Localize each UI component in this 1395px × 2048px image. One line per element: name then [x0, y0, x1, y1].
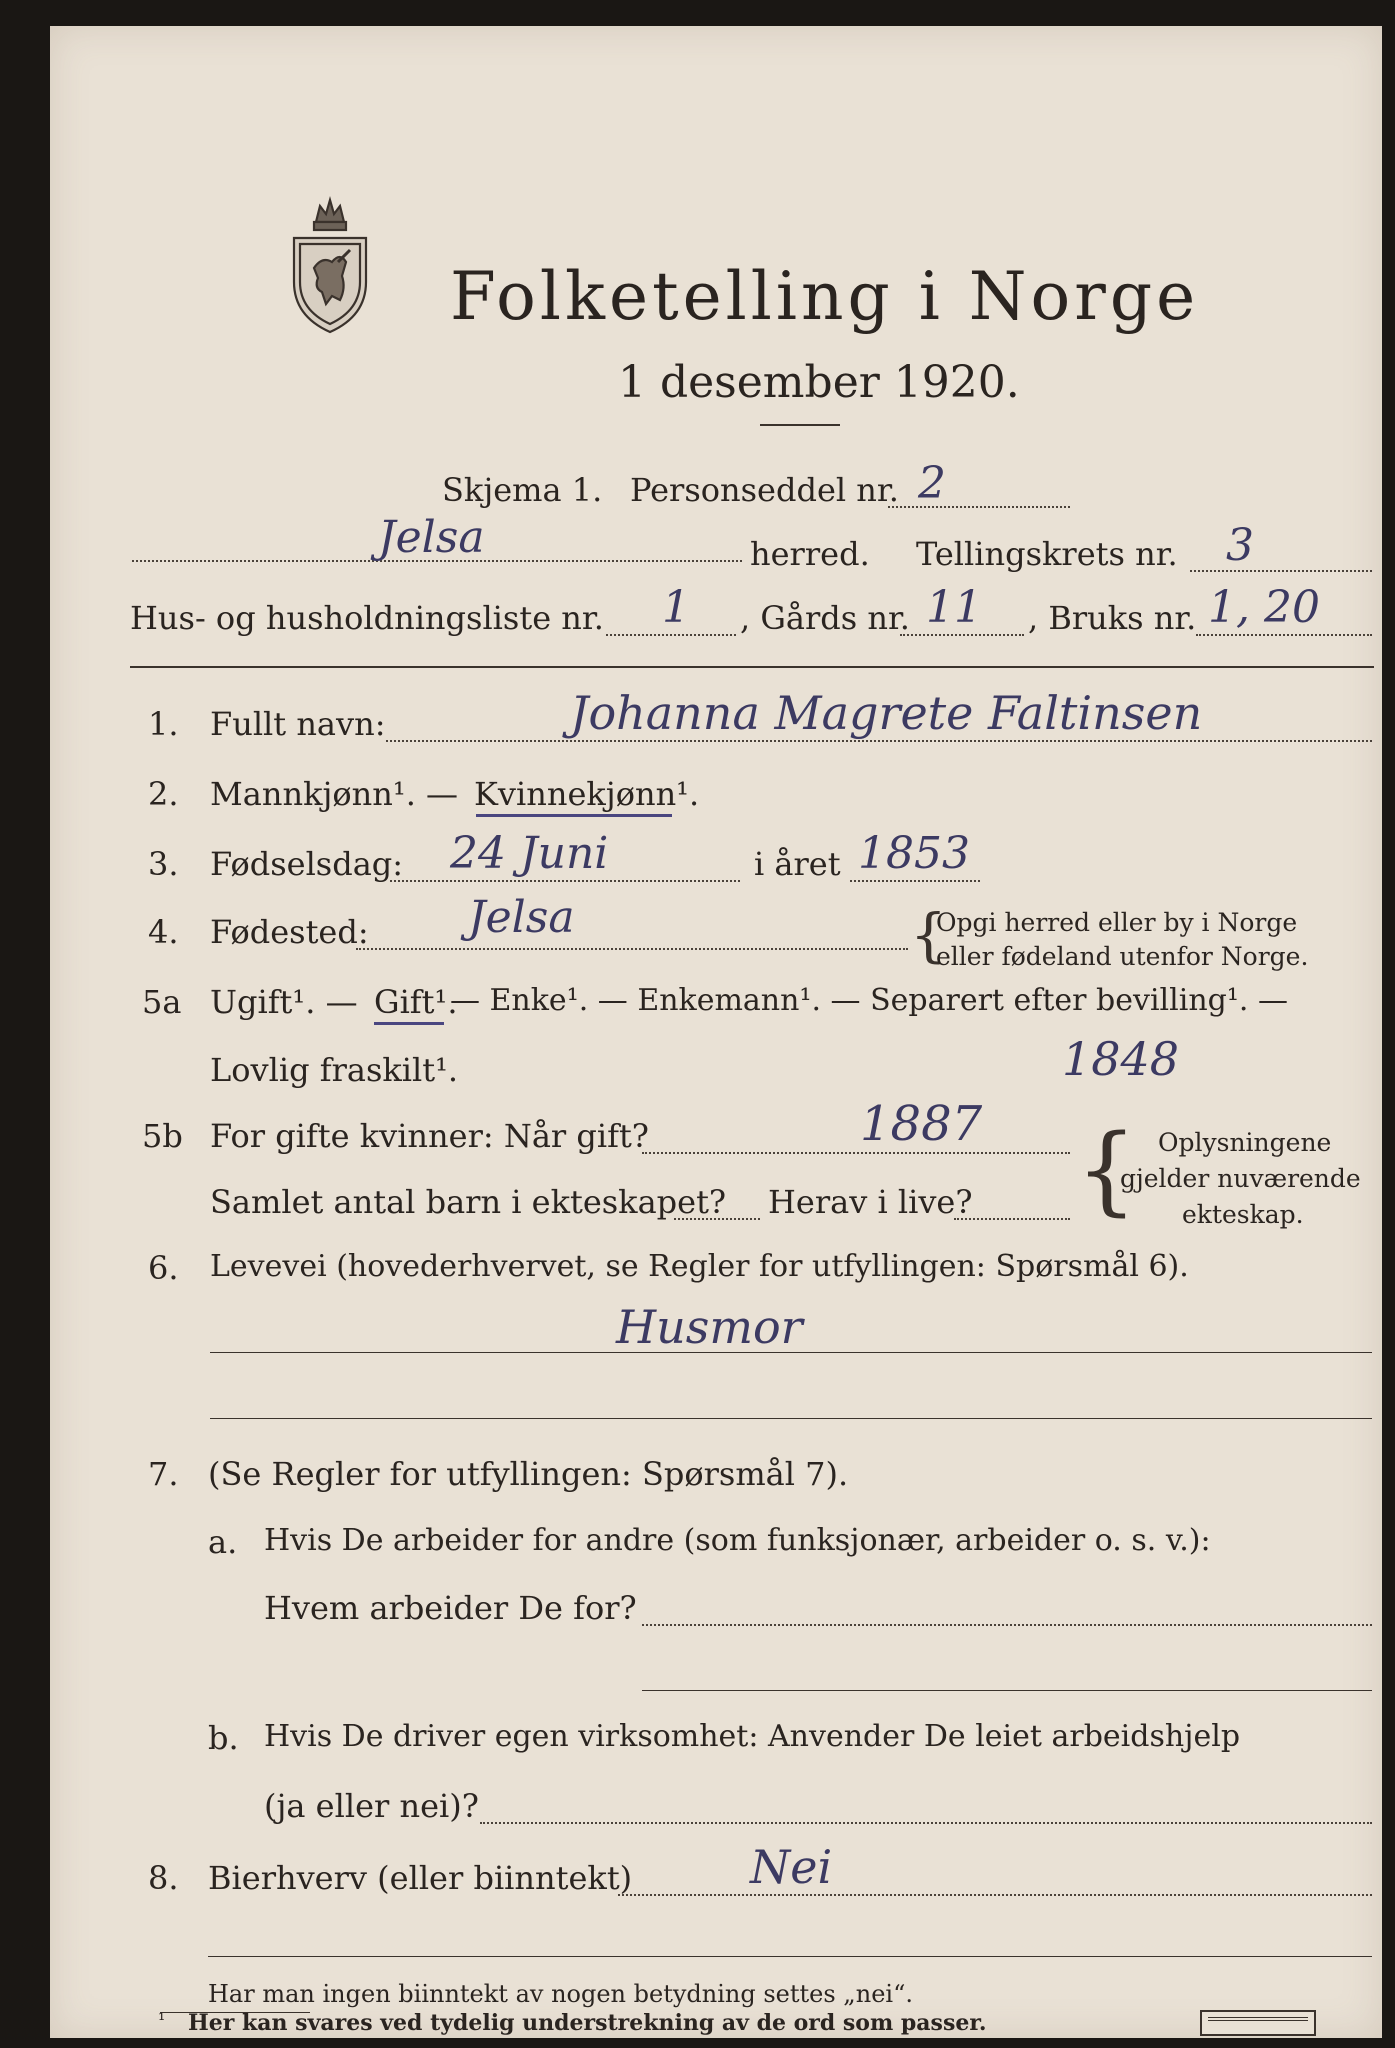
gards-value: 11 [926, 582, 982, 633]
hus-field-line [606, 634, 736, 636]
q7a-letter: a. [208, 1523, 238, 1561]
q5b-married-value: 1887 [860, 1096, 983, 1152]
printer-stamp [1200, 2010, 1316, 2036]
q8-label: Bierhverv (eller biinntekt) [208, 1859, 633, 1897]
q5a-gift: Gift¹. [374, 983, 458, 1021]
q5a-number: 5a [142, 983, 182, 1021]
personseddel-label: Personseddel nr. [630, 471, 899, 509]
q5b-married-field-line [642, 1152, 1070, 1154]
q4-note-line-2: eller fødeland utenfor Norge. [936, 942, 1309, 971]
q4-field-line [356, 948, 908, 950]
q3-year-field-line [850, 880, 980, 882]
q1-value: Johanna Magrete Faltinsen [570, 686, 1203, 740]
q5b-alive-label: Herav i live? [768, 1183, 973, 1221]
q5b-children-label: Samlet antal barn i ekteskapet? [210, 1183, 727, 1221]
q5a-gift-underline [374, 1022, 444, 1025]
q1-label: Fullt navn: [210, 705, 386, 743]
q5a-handwritten-year: 1848 [1062, 1032, 1180, 1086]
herred-value: Jelsa [378, 512, 485, 563]
form-title: Folketelling i Norge [450, 258, 1200, 335]
bruks-field-line [1196, 634, 1372, 636]
census-date: 1 desember 1920. [618, 357, 1020, 408]
q1-number: 1. [148, 705, 179, 743]
herred-label: herred. [750, 535, 870, 573]
q6-value: Husmor [616, 1300, 803, 1354]
schema-label: Skjema 1. [442, 471, 603, 509]
q3-year-label: i året [754, 845, 841, 883]
q7b-text-1: Hvis De driver egen virksomhet: Anvender De leiet arbeidshjelp [264, 1719, 1241, 1754]
q3-value: 24 Juni [450, 828, 609, 879]
q7-label: (Se Regler for utfyllingen: Spørsmål 7). [208, 1455, 849, 1493]
q8-value: Nei [750, 1840, 833, 1894]
personseddel-field-line [888, 506, 1070, 508]
q5b-married-label: For gifte kvinner: Når gift? [210, 1117, 649, 1155]
q5a-other-options: — Enke¹. — Enkemann¹. — Separert efter bevilling¹. — [450, 983, 1288, 1018]
q2-number: 2. [148, 775, 179, 813]
bruks-value: 1, 20 [1208, 582, 1320, 633]
q6-answer-line-1 [210, 1352, 1372, 1353]
q7a-text-2: Hvem arbeider De for? [264, 1589, 637, 1627]
q7a-field-line [642, 1624, 1372, 1626]
q5b-note-line-2: gjelder nuværende [1120, 1164, 1361, 1193]
hus-label: Hus- og husholdningsliste nr. [130, 599, 604, 637]
q7a-text-1: Hvis De arbeider for andre (som funksjonær, arbeider o. s. v.): [264, 1523, 1211, 1558]
hus-value: 1 [662, 582, 690, 633]
q5b-note-line-1: Oplysningene [1158, 1128, 1332, 1157]
title-divider [760, 424, 840, 426]
q5b-alive-field-line [954, 1218, 1070, 1220]
q5a-ugift: Ugift¹. — [210, 983, 358, 1021]
q6-answer-line-2 [210, 1418, 1372, 1419]
tellingskrets-value: 3 [1226, 520, 1254, 571]
q4-value: Jelsa [468, 892, 575, 943]
bruks-label: , Bruks nr. [1028, 599, 1197, 637]
q7a-answer-line [642, 1690, 1372, 1691]
footnote-text: Her kan svares ved tydelig understrekning av de ord som passer. [188, 2010, 987, 2036]
q7b-field-line [480, 1822, 1372, 1824]
q2-female-underline [476, 814, 672, 817]
q3-field-line [390, 880, 740, 882]
q5b-note-brace: { [1076, 1114, 1138, 1226]
tellingskrets-field-line [1190, 570, 1372, 572]
q6-label: Levevei (hovederhvervet, se Regler for utfyllingen: Spørsmål 6). [210, 1249, 1189, 1284]
q4-number: 4. [148, 913, 179, 951]
q8-number: 8. [148, 1859, 179, 1897]
q5b-note-line-3: ekteskap. [1182, 1200, 1304, 1229]
q3-label: Fødselsdag: [210, 845, 404, 883]
footer-note: Har man ingen biinntekt av nogen betydning settes „nei“. [208, 1980, 913, 2008]
personseddel-value: 2 [918, 458, 946, 509]
census-form-paper [50, 26, 1382, 2038]
gards-label: , Gårds nr. [740, 599, 910, 637]
q6-number: 6. [148, 1249, 179, 1287]
q3-number: 3. [148, 845, 179, 883]
q5a-fraskilt: Lovlig fraskilt¹. [210, 1051, 459, 1089]
q2-male: Mannkjønn¹. — [210, 775, 459, 813]
q7b-text-2: (ja eller nei)? [264, 1787, 479, 1825]
q2-female: Kvinnekjønn¹. [474, 775, 700, 813]
q7b-letter: b. [208, 1719, 239, 1757]
q4-note-line-1: Opgi herred eller by i Norge [936, 908, 1298, 937]
q3-year-value: 1853 [858, 828, 970, 879]
q1-field-line [386, 740, 1372, 742]
norwegian-coat-of-arms-icon [284, 192, 376, 336]
q4-note-brace: { [910, 901, 947, 969]
q7-number: 7. [148, 1455, 179, 1493]
q4-label: Fødested: [210, 913, 369, 951]
tellingskrets-label: Tellingskrets nr. [916, 535, 1178, 573]
q5b-children-field-line [674, 1218, 760, 1220]
q8-answer-line [208, 1956, 1372, 1957]
q8-field-line [618, 1894, 1372, 1896]
header-divider [130, 666, 1374, 668]
footnote-mark: ¹ [158, 2010, 166, 2031]
gards-field-line [900, 634, 1024, 636]
q5b-number: 5b [142, 1117, 183, 1155]
